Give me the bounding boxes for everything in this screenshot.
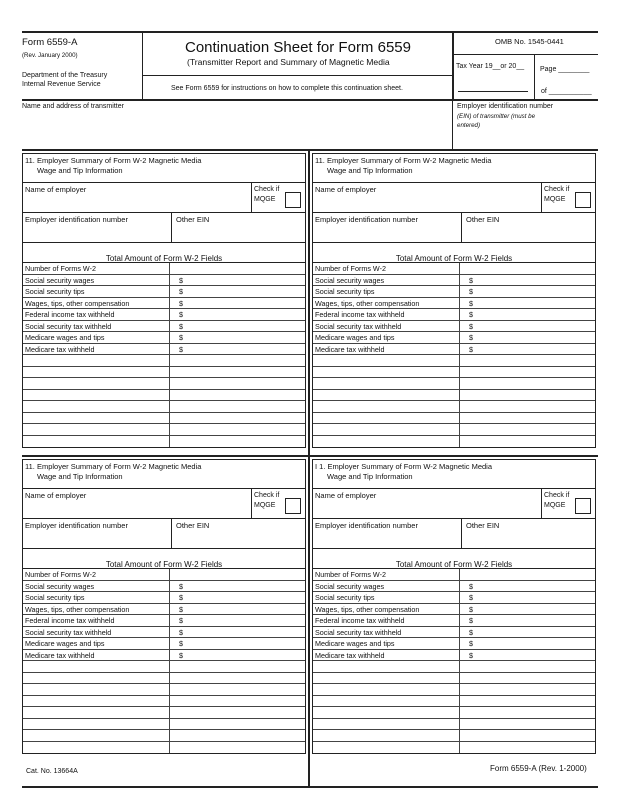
total-amount-heading — [312, 243, 596, 262]
dollar-sign: $ — [179, 639, 183, 648]
form-number: Form 6559-A — [22, 37, 78, 48]
other-ein-label: Other EIN — [466, 521, 500, 530]
total-amount-heading — [22, 549, 306, 568]
dollar-sign: $ — [179, 604, 183, 614]
row-divider — [169, 355, 170, 366]
row-divider — [169, 638, 170, 649]
total-amount-label: Total Amount of Form W-2 Fields — [395, 560, 513, 569]
ein-divider — [461, 213, 462, 242]
total-amount-heading — [22, 243, 306, 262]
row-label: Social security tax withheld — [315, 627, 402, 637]
row-divider — [459, 263, 460, 274]
table-row[interactable] — [313, 332, 595, 344]
row-divider — [459, 719, 460, 730]
employer-ein-label: Employer identification number — [315, 521, 418, 530]
dollar-sign: $ — [179, 310, 183, 319]
table-row[interactable] — [313, 581, 595, 593]
row-divider — [169, 344, 170, 355]
omb-number: OMB No. 1545-0441 — [495, 37, 564, 46]
table-row[interactable] — [23, 401, 305, 413]
employer-name-label: Name of employer — [25, 491, 87, 500]
row-divider — [459, 684, 460, 695]
other-ein-label: Other EIN — [176, 215, 210, 224]
table-row[interactable] — [313, 650, 595, 662]
table-row[interactable] — [313, 286, 595, 298]
section-title: I 1. Employer Summary of Form W-2 Magnetic Media — [315, 462, 492, 471]
dollar-sign: $ — [179, 287, 183, 296]
table-row[interactable] — [313, 592, 595, 604]
row-label: Medicare wages and tips — [25, 639, 105, 648]
dollar-sign: $ — [179, 275, 183, 285]
row-divider — [459, 390, 460, 401]
table-row[interactable] — [313, 730, 595, 742]
total-amount-label: Total Amount of Form W-2 Fields — [105, 254, 223, 263]
table-row[interactable] — [313, 275, 595, 287]
row-divider — [169, 650, 170, 661]
header-divider-left — [142, 31, 143, 99]
dollar-sign: $ — [469, 581, 473, 591]
tax-year-underline — [458, 91, 528, 92]
table-row[interactable] — [313, 696, 595, 708]
table-row[interactable] — [313, 661, 595, 673]
table-row[interactable] — [313, 569, 595, 581]
row-divider — [459, 367, 460, 378]
table-row[interactable] — [23, 684, 305, 696]
row-label: Social security tips — [315, 593, 375, 602]
employer-name-label: Name of employer — [315, 491, 377, 500]
row-divider — [169, 298, 170, 309]
row-divider — [169, 309, 170, 320]
row-divider — [459, 581, 460, 592]
row-label: Federal income tax withheld — [25, 310, 115, 319]
table-row[interactable] — [23, 581, 305, 593]
row-label: Medicare wages and tips — [315, 333, 395, 342]
section-subtitle: Wage and Tip Information — [37, 166, 123, 175]
table-row[interactable] — [23, 742, 305, 754]
section-subtitle: Wage and Tip Information — [37, 472, 123, 481]
employer-name-field[interactable] — [312, 183, 596, 213]
row-label: Number of Forms W-2 — [25, 264, 96, 273]
table-row[interactable] — [23, 627, 305, 639]
row-divider — [459, 696, 460, 707]
dollar-sign: $ — [469, 275, 473, 285]
row-divider — [459, 344, 460, 355]
table-row[interactable] — [23, 638, 305, 650]
row-divider — [459, 661, 460, 672]
dollar-sign: $ — [179, 298, 183, 308]
page-subtitle: (Transmitter Report and Summary of Magnetic Media — [187, 57, 390, 67]
row-label: Social security tax withheld — [315, 321, 402, 331]
table-row[interactable] — [23, 298, 305, 310]
employer-panel-2 — [312, 153, 596, 445]
dollar-sign: $ — [469, 639, 473, 648]
dollar-sign: $ — [469, 650, 473, 660]
mqge-checkbox[interactable] — [575, 498, 591, 514]
section-title: 11. Employer Summary of Form W-2 Magnetic Media — [25, 156, 202, 165]
dollar-sign: $ — [179, 616, 183, 625]
omb-rule — [452, 54, 598, 55]
section-heading — [22, 459, 306, 489]
row-divider — [459, 413, 460, 424]
row-divider — [169, 592, 170, 603]
table-row[interactable] — [313, 309, 595, 321]
table-row[interactable] — [23, 730, 305, 742]
mqge-divider — [541, 183, 542, 212]
mqge-checkbox[interactable] — [285, 192, 301, 208]
table-row[interactable] — [313, 378, 595, 390]
row-divider — [169, 332, 170, 343]
table-row[interactable] — [23, 673, 305, 685]
mqge-checkbox[interactable] — [575, 192, 591, 208]
dollar-sign: $ — [469, 593, 473, 602]
table-row[interactable] — [23, 332, 305, 344]
employer-ein-label: Employer identification number — [25, 521, 128, 530]
other-ein-label: Other EIN — [176, 521, 210, 530]
table-row[interactable] — [313, 615, 595, 627]
row-label: Social security wages — [25, 275, 95, 285]
row-divider — [169, 742, 170, 754]
table-row[interactable] — [313, 321, 595, 333]
row-label: Wages, tips, other compensation — [25, 604, 130, 614]
section-heading — [312, 459, 596, 489]
row-divider — [459, 309, 460, 320]
total-amount-label: Total Amount of Form W-2 Fields — [105, 560, 223, 569]
row-divider — [169, 673, 170, 684]
row-divider — [169, 286, 170, 297]
row-label: Social security tips — [25, 287, 85, 296]
row-divider — [459, 650, 460, 661]
section-title: 11. Employer Summary of Form W-2 Magnetic Media — [25, 462, 202, 471]
irs-name: Internal Revenue Service — [22, 81, 101, 88]
row-label: Number of Forms W-2 — [315, 570, 386, 579]
employer-name-field[interactable] — [22, 183, 306, 213]
table-row[interactable] — [313, 298, 595, 310]
row-divider — [459, 569, 460, 580]
table-row[interactable] — [313, 742, 595, 754]
row-divider — [459, 275, 460, 286]
employer-name-field[interactable] — [312, 489, 596, 519]
table-row[interactable] — [313, 684, 595, 696]
row-label: Social security tips — [25, 593, 85, 602]
dollar-sign: $ — [469, 604, 473, 614]
table-row[interactable] — [23, 661, 305, 673]
transmitter-ein-note-2: entered) — [457, 122, 481, 129]
other-ein-label: Other EIN — [466, 215, 500, 224]
row-label: Social security wages — [25, 581, 95, 591]
row-label: Federal income tax withheld — [315, 616, 405, 625]
table-row[interactable] — [313, 355, 595, 367]
row-label: Social security tax withheld — [25, 627, 112, 637]
table-row[interactable] — [23, 321, 305, 333]
row-divider — [459, 286, 460, 297]
row-label: Social security wages — [315, 275, 385, 285]
table-row[interactable] — [313, 627, 595, 639]
row-divider — [169, 730, 170, 741]
row-divider — [459, 424, 460, 435]
middle-rule — [22, 455, 598, 457]
table-row[interactable] — [313, 707, 595, 719]
employer-name-label: Name of employer — [25, 185, 87, 194]
page-number-field[interactable]: Page ________ — [540, 66, 590, 73]
row-divider — [459, 321, 460, 332]
dollar-sign: $ — [469, 333, 473, 342]
row-divider — [459, 401, 460, 412]
table-row[interactable] — [313, 367, 595, 379]
table-row[interactable] — [313, 424, 595, 436]
amount-table — [312, 262, 596, 448]
amount-table — [312, 568, 596, 754]
catalog-number: Cat. No. 13664A — [26, 768, 78, 775]
table-row[interactable] — [313, 604, 595, 616]
dollar-sign: $ — [179, 627, 183, 637]
row-divider — [169, 413, 170, 424]
row-divider — [169, 436, 170, 448]
employer-ein-label: Employer identification number — [25, 215, 128, 224]
row-label: Wages, tips, other compensation — [315, 604, 420, 614]
check-if-label: Check if — [254, 186, 280, 193]
form-revision: (Rev. January 2000) — [22, 52, 78, 59]
employer-name-field[interactable] — [22, 489, 306, 519]
row-divider — [459, 673, 460, 684]
table-row[interactable] — [23, 707, 305, 719]
row-divider — [169, 390, 170, 401]
section-title: 11. Employer Summary of Form W-2 Magnetic Media — [315, 156, 492, 165]
row-divider — [169, 424, 170, 435]
employer-name-label: Name of employer — [315, 185, 377, 194]
table-row[interactable] — [23, 275, 305, 287]
table-row[interactable] — [313, 263, 595, 275]
amount-table — [22, 262, 306, 448]
row-divider — [169, 263, 170, 274]
row-divider — [169, 696, 170, 707]
row-label: Medicare wages and tips — [315, 639, 395, 648]
row-label: Number of Forms W-2 — [25, 570, 96, 579]
dollar-sign: $ — [179, 650, 183, 660]
row-label: Social security wages — [315, 581, 385, 591]
row-label: Medicare tax withheld — [25, 344, 95, 354]
dollar-sign: $ — [469, 298, 473, 308]
row-divider — [459, 730, 460, 741]
row-divider — [169, 275, 170, 286]
table-row[interactable] — [23, 604, 305, 616]
table-row[interactable] — [313, 673, 595, 685]
section-heading — [312, 153, 596, 183]
row-label: Federal income tax withheld — [315, 310, 405, 319]
table-row[interactable] — [23, 424, 305, 436]
row-divider — [169, 661, 170, 672]
row-divider — [169, 378, 170, 389]
row-divider — [459, 707, 460, 718]
table-row[interactable] — [23, 344, 305, 356]
table-row[interactable] — [313, 638, 595, 650]
dollar-sign: $ — [179, 321, 183, 331]
transmitter-divider — [452, 99, 453, 149]
row-divider — [169, 684, 170, 695]
employer-ein-field[interactable] — [312, 213, 596, 243]
section-heading — [22, 153, 306, 183]
mqge-divider — [251, 489, 252, 518]
row-label: Medicare wages and tips — [25, 333, 105, 342]
row-label: Social security tax withheld — [25, 321, 112, 331]
total-amount-heading — [312, 549, 596, 568]
mqge-divider — [251, 183, 252, 212]
section-subtitle: Wage and Tip Information — [327, 472, 413, 481]
dollar-sign: $ — [469, 310, 473, 319]
row-divider — [459, 615, 460, 626]
row-divider — [459, 627, 460, 638]
table-row[interactable] — [23, 286, 305, 298]
row-divider — [459, 592, 460, 603]
row-divider — [459, 298, 460, 309]
mqge-checkbox[interactable] — [285, 498, 301, 514]
table-row[interactable] — [23, 390, 305, 402]
ein-divider — [171, 519, 172, 548]
dollar-sign: $ — [469, 627, 473, 637]
dollar-sign: $ — [179, 344, 183, 354]
row-label: Wages, tips, other compensation — [25, 298, 130, 308]
check-if-label: Check if — [254, 492, 280, 499]
employer-ein-field[interactable] — [22, 213, 306, 243]
row-divider — [169, 401, 170, 412]
page-total-field[interactable]: of ___________ — [541, 88, 592, 95]
center-divider — [308, 149, 310, 786]
dollar-sign: $ — [179, 593, 183, 602]
instructions-note: See Form 6559 for instructions on how to complete this continuation sheet. — [171, 85, 403, 92]
row-label: Medicare tax withheld — [315, 650, 385, 660]
dollar-sign: $ — [469, 616, 473, 625]
dollar-sign: $ — [469, 287, 473, 296]
row-label: Social security tips — [315, 287, 375, 296]
table-row[interactable] — [23, 719, 305, 731]
ein-divider — [461, 519, 462, 548]
table-row[interactable] — [23, 592, 305, 604]
employer-panel-4 — [312, 459, 596, 751]
year-page-divider — [534, 54, 535, 99]
mqge-label: MQGE — [254, 502, 276, 509]
row-label: Wages, tips, other compensation — [315, 298, 420, 308]
dollar-sign: $ — [179, 581, 183, 591]
transmitter-ein-label: Employer identification number — [457, 103, 554, 110]
table-row[interactable] — [313, 413, 595, 425]
row-divider — [169, 321, 170, 332]
employer-ein-field[interactable] — [312, 519, 596, 549]
table-row[interactable] — [313, 401, 595, 413]
row-divider — [459, 436, 460, 448]
mqge-divider — [541, 489, 542, 518]
row-divider — [459, 604, 460, 615]
row-label: Medicare tax withheld — [25, 650, 95, 660]
row-divider — [169, 367, 170, 378]
mqge-label: MQGE — [254, 196, 276, 203]
header-divider-right — [452, 31, 454, 99]
title-rule — [142, 75, 452, 76]
table-row[interactable] — [313, 436, 595, 448]
dollar-sign: $ — [469, 344, 473, 354]
row-divider — [169, 604, 170, 615]
employer-ein-field[interactable] — [22, 519, 306, 549]
row-divider — [459, 378, 460, 389]
row-divider — [169, 569, 170, 580]
transmitter-name-label: Name and address of transmitter — [22, 103, 124, 110]
table-row[interactable] — [23, 650, 305, 662]
bottom-rule — [22, 786, 598, 788]
table-row[interactable] — [23, 569, 305, 581]
row-label: Number of Forms W-2 — [315, 264, 386, 273]
employer-panel-1 — [22, 153, 306, 445]
total-amount-label: Total Amount of Form W-2 Fields — [395, 254, 513, 263]
amount-table — [22, 568, 306, 754]
department-name: Department of the Treasury — [22, 72, 108, 79]
row-divider — [169, 581, 170, 592]
dollar-sign: $ — [179, 333, 183, 342]
employer-ein-label: Employer identification number — [315, 215, 418, 224]
row-divider — [459, 742, 460, 754]
mqge-label: MQGE — [544, 502, 566, 509]
page-title: Continuation Sheet for Form 6559 — [185, 39, 411, 56]
table-row[interactable] — [23, 615, 305, 627]
table-row[interactable] — [23, 378, 305, 390]
table-row[interactable] — [313, 344, 595, 356]
row-divider — [459, 355, 460, 366]
footer-form-ref: Form 6559-A (Rev. 1-2000) — [490, 764, 587, 773]
dollar-sign: $ — [469, 321, 473, 331]
transmitter-ein-note: (EIN) of transmitter (must be — [457, 113, 536, 120]
employer-panel-3 — [22, 459, 306, 751]
table-row[interactable] — [23, 263, 305, 275]
table-row[interactable] — [313, 390, 595, 402]
transmitter-bottom-rule — [22, 149, 598, 151]
table-row[interactable] — [23, 413, 305, 425]
table-row[interactable] — [23, 355, 305, 367]
row-divider — [459, 332, 460, 343]
row-divider — [459, 638, 460, 649]
table-row[interactable] — [23, 367, 305, 379]
row-label: Medicare tax withheld — [315, 344, 385, 354]
row-divider — [169, 719, 170, 730]
check-if-label: Check if — [544, 186, 570, 193]
table-row[interactable] — [313, 719, 595, 731]
row-divider — [169, 615, 170, 626]
check-if-label: Check if — [544, 492, 570, 499]
row-divider — [169, 627, 170, 638]
table-row[interactable] — [23, 436, 305, 448]
row-label: Federal income tax withheld — [25, 616, 115, 625]
header-bottom-rule — [22, 99, 598, 101]
table-row[interactable] — [23, 309, 305, 321]
row-divider — [169, 707, 170, 718]
table-row[interactable] — [23, 696, 305, 708]
top-rule — [22, 31, 598, 33]
tax-year-field[interactable]: Tax Year 19__or 20__ — [456, 63, 525, 70]
section-subtitle: Wage and Tip Information — [327, 166, 413, 175]
mqge-label: MQGE — [544, 196, 566, 203]
ein-divider — [171, 213, 172, 242]
